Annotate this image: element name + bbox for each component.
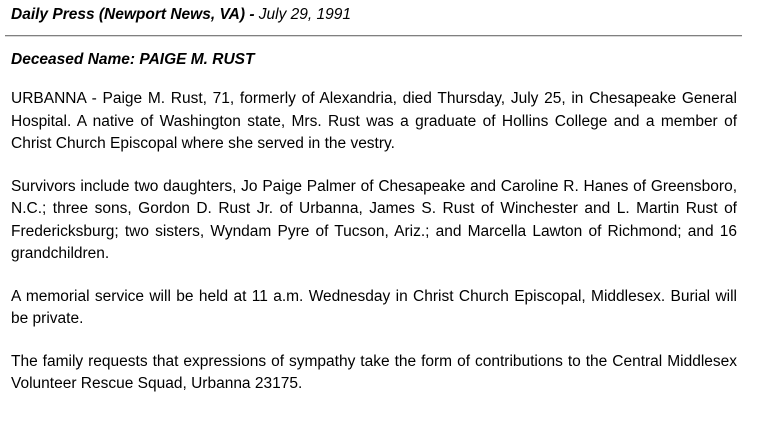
paragraph-contributions: The family requests that expressions of sympathy take the form of contributions to the Central Middlesex Volunteer Rescue Squad, Urbanna 23175. [11, 352, 737, 392]
publication-source: Daily Press (Newport News, VA) [11, 6, 246, 23]
header-divider [5, 35, 742, 37]
obituary-body [11, 88, 737, 416]
publication-header [11, 4, 351, 26]
deceased-name: Deceased Name: PAIGE M. RUST [11, 51, 255, 68]
header-separator: - [245, 6, 259, 23]
paragraph-announcement: URBANNA - Paige M. Rust, 71, formerly of Alexandria, died Thursday, July 25, in Chesapeake General Hospital. A native of Washington state, Mrs. Rust was a graduate of Hollins College and a member of Christ Church Episcopal where she served in the vestry. [11, 90, 737, 152]
paragraph-survivors: Survivors include two daughters, Jo Paige Palmer of Chesapeake and Caroline R. Hanes of Greensboro, N.C.; three sons, Gordon D. Rust Jr. of Urbanna, James S. Rust of Winchester and L. Martin Rust of Fredericksburg; two sisters, Wyndam Pyre of Tucson, Ariz.; and Marcella Lawton of Richmond; and 16 grandchildren. [11, 177, 737, 262]
paragraph-service: A memorial service will be held at 11 a.m. Wednesday in Christ Church Episcopal, Middlesex. Burial will be private. [11, 287, 737, 327]
publication-date: July 29, 1991 [258, 6, 352, 23]
